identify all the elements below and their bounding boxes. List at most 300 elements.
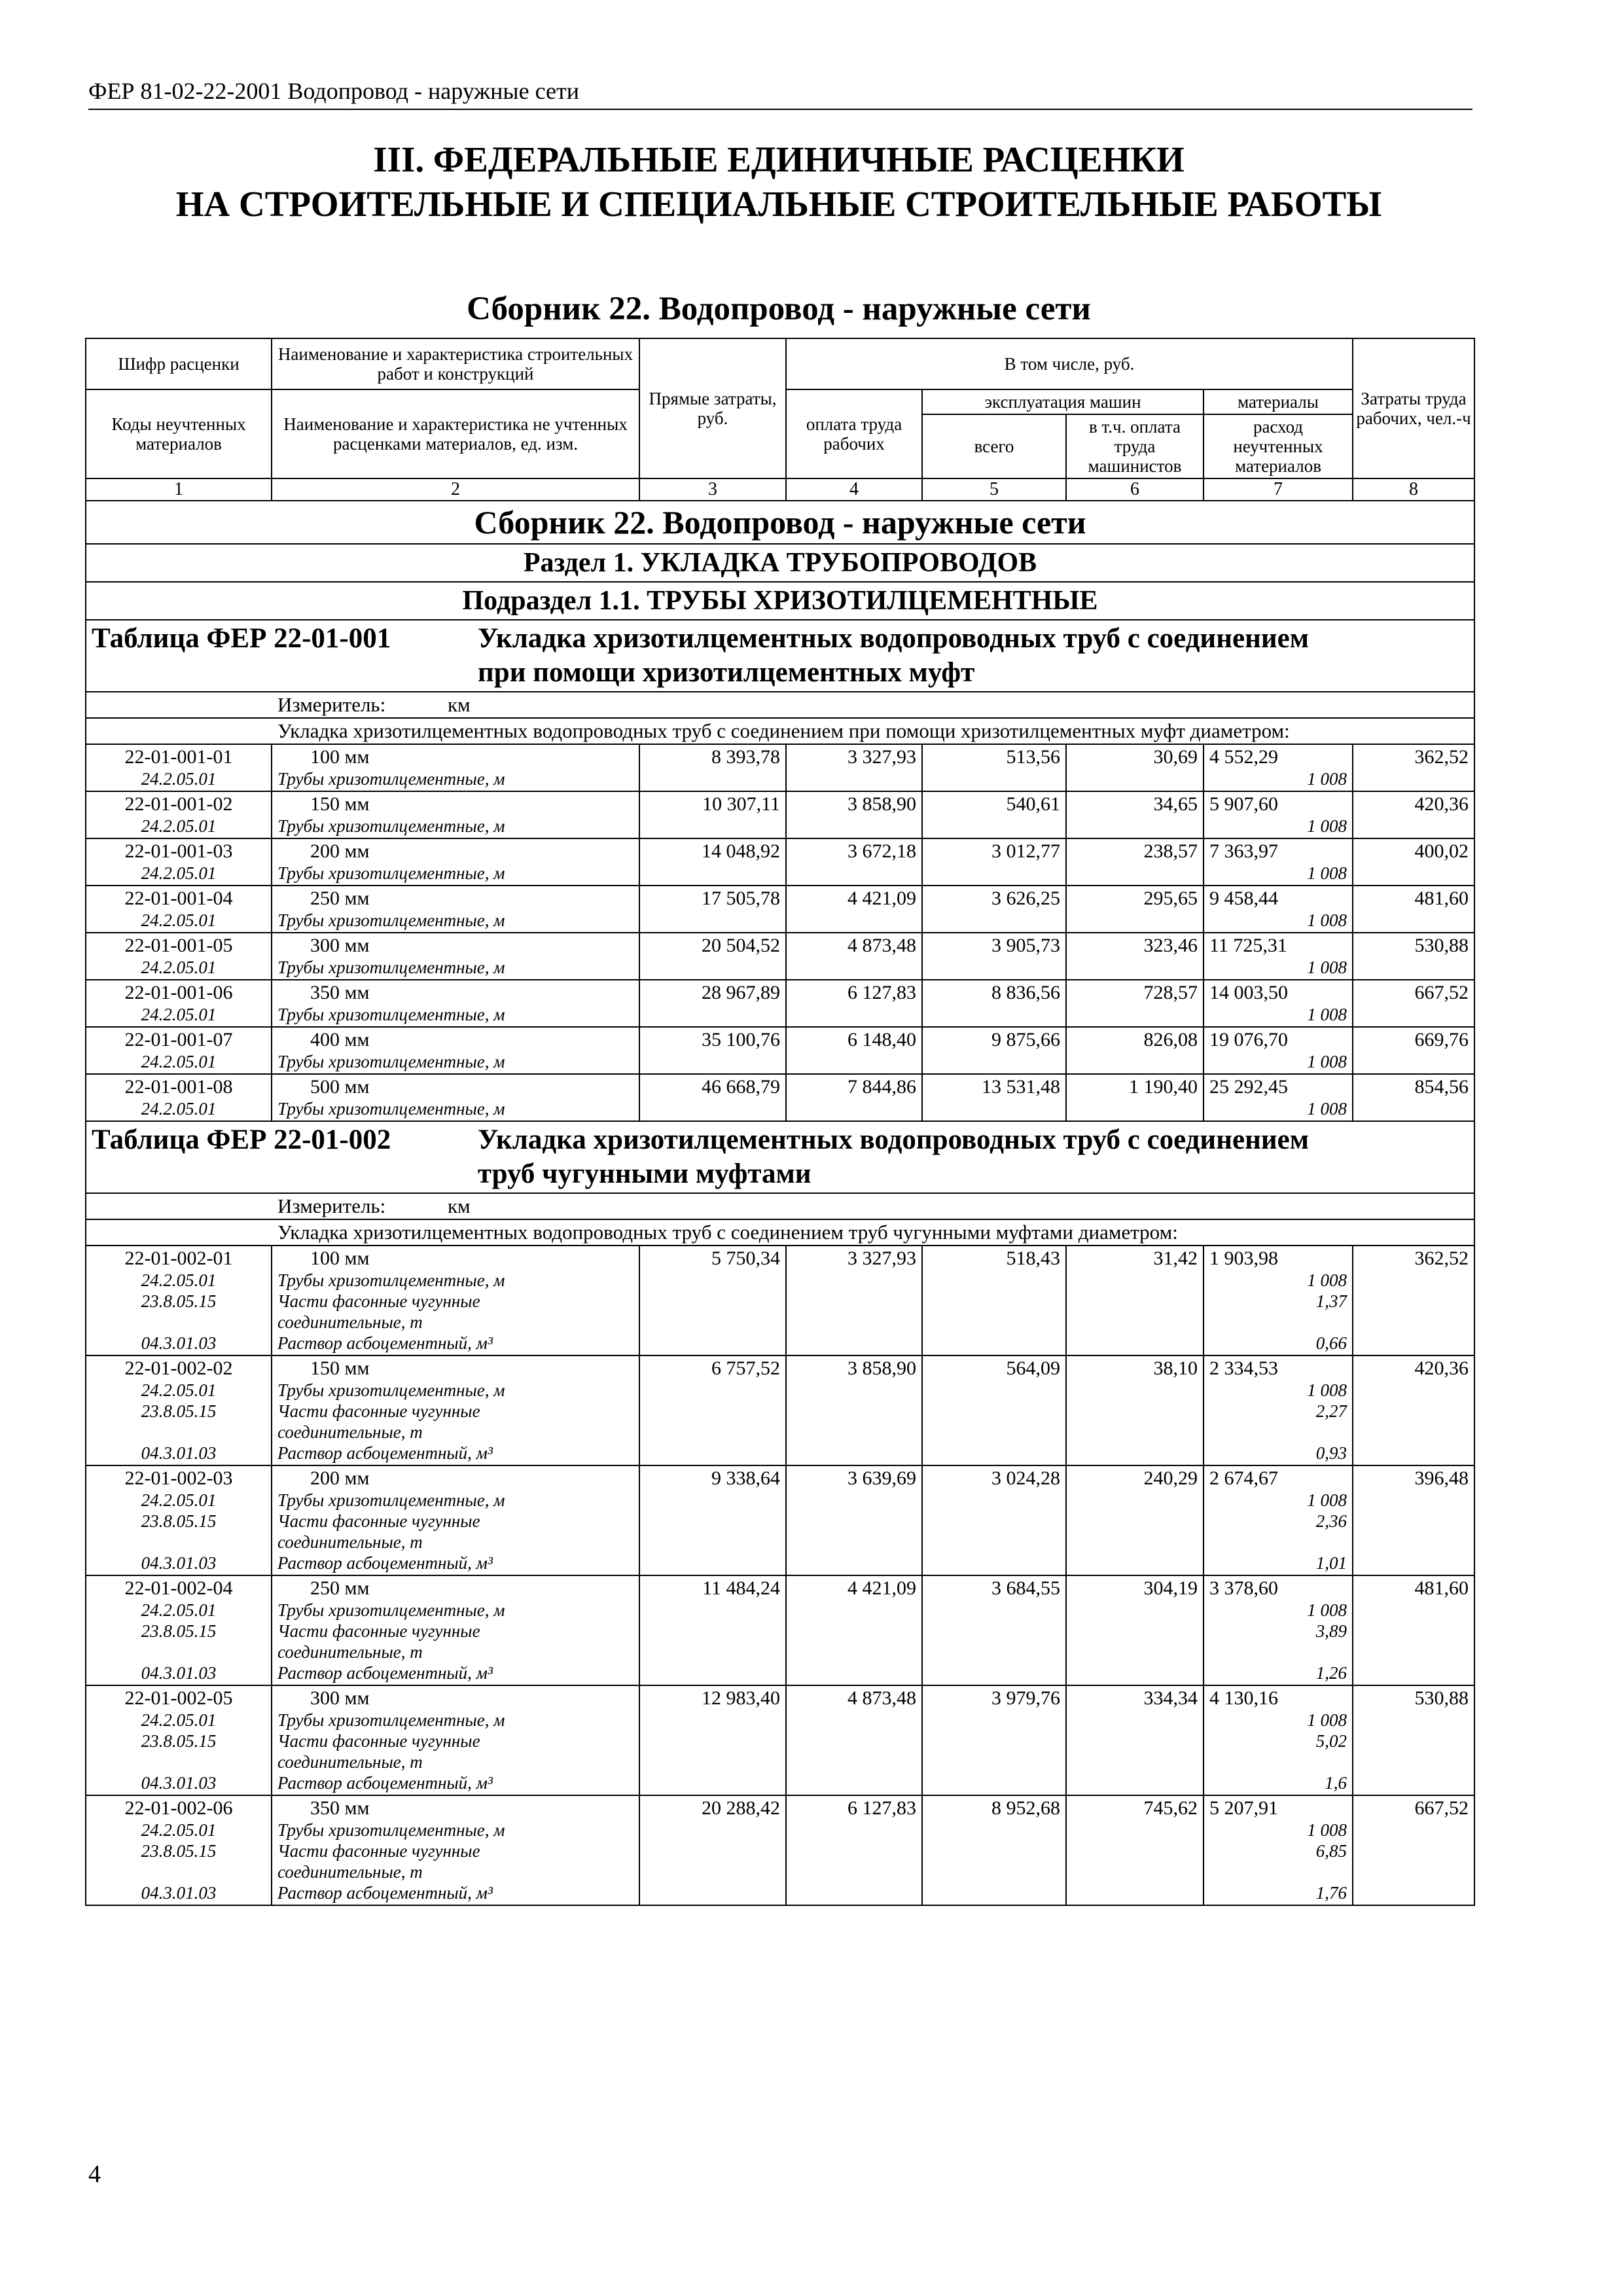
material-name: Части фасонные чугунные <box>277 1841 480 1861</box>
material-code: 24.2.05.01 <box>141 910 217 930</box>
material-code: 23.8.05.15 <box>141 1621 217 1641</box>
meter-value: км <box>448 1194 471 1217</box>
column-number: 3 <box>639 478 786 501</box>
page-number: 4 <box>88 2161 101 2188</box>
machinist-wages: 1 190,40 <box>1066 1074 1204 1121</box>
material-name: Раствор асбоцементный, м³ <box>277 1443 493 1463</box>
code-cell <box>86 933 272 980</box>
column-number: 8 <box>1353 478 1474 501</box>
material-name: соединительные, т <box>277 1642 423 1662</box>
table-row <box>86 838 1474 886</box>
material-name: Раствор асбоцементный, м³ <box>277 1773 493 1793</box>
name-cell <box>272 1355 639 1465</box>
material-code: 23.8.05.15 <box>141 1731 217 1751</box>
material-quantity: 1,01 <box>1315 1553 1347 1573</box>
table-title <box>86 620 1474 692</box>
material-code: 04.3.01.03 <box>141 1333 217 1353</box>
machinist-wages: 30,69 <box>1066 744 1204 791</box>
material-code: 24.2.05.01 <box>141 1600 217 1620</box>
machines-total: 3 905,73 <box>922 933 1066 980</box>
machinist-wages: 38,10 <box>1066 1355 1204 1465</box>
machines-total: 13 531,48 <box>922 1074 1066 1121</box>
table-name-line-1: Укладка хризотилцементных водопроводных труб с соединением <box>478 1124 1309 1155</box>
material-name: соединительные, т <box>277 1532 423 1552</box>
rate-name: 100 мм <box>310 746 370 768</box>
wages: 4 421,09 <box>786 886 922 933</box>
table-name <box>478 1123 1459 1191</box>
column-numbers-row <box>86 478 1474 501</box>
rate-code: 22-01-001-08 <box>124 1076 233 1098</box>
material-name: Трубы хризотилцементные, м <box>277 1820 505 1840</box>
machines-total: 513,56 <box>922 744 1066 791</box>
rate-name: 300 мм <box>310 1687 370 1709</box>
material-quantity: 2,36 <box>1315 1511 1347 1531</box>
direct-costs: 10 307,11 <box>639 791 786 838</box>
table-code: Таблица ФЕР 22-01-002 <box>92 1124 391 1155</box>
machines-total: 3 024,28 <box>922 1465 1066 1575</box>
collection-heading: Сборник 22. Водопровод - наружные сети <box>86 501 1474 544</box>
material-name: Трубы хризотилцементные, м <box>277 816 505 836</box>
name-cell <box>272 1795 639 1905</box>
materials-cell <box>1204 791 1353 838</box>
materials-cell <box>1204 1074 1353 1121</box>
material-code: 04.3.01.03 <box>141 1773 217 1793</box>
main-title-line-1: III. ФЕДЕРАЛЬНЫЕ ЕДИНИЧНЫЕ РАСЦЕНКИ <box>373 139 1185 179</box>
header-materials-consumption: расход неучтенных материалов <box>1204 414 1353 478</box>
table-row <box>86 1465 1474 1575</box>
header-machines-total: всего <box>922 414 1066 478</box>
column-number: 2 <box>272 478 639 501</box>
rate-name: 200 мм <box>310 840 370 862</box>
rate-name: 350 мм <box>310 982 370 1003</box>
table-row <box>86 1074 1474 1121</box>
material-code: 04.3.01.03 <box>141 1663 217 1683</box>
material-quantity: 1 008 <box>1307 910 1347 930</box>
wages: 3 639,69 <box>786 1465 922 1575</box>
machinist-wages: 334,34 <box>1066 1685 1204 1795</box>
main-title <box>85 137 1472 226</box>
table-name-line-1: Укладка хризотилцементных водопроводных труб с соединением <box>478 623 1309 654</box>
material-name: Раствор асбоцементный, м³ <box>277 1333 493 1353</box>
material-name: соединительные, т <box>277 1312 423 1332</box>
labor-costs: 481,60 <box>1353 1575 1474 1685</box>
labor-costs: 530,88 <box>1353 933 1474 980</box>
name-cell <box>272 1027 639 1074</box>
material-quantity: 1 008 <box>1307 863 1347 883</box>
materials-cost: 2 674,67 <box>1209 1467 1278 1489</box>
header-material-names: Наименование и характеристика не учтенных расценками материалов, ед. изм. <box>272 389 639 478</box>
material-name: Трубы хризотилцементные, м <box>277 1099 505 1119</box>
table-code: Таблица ФЕР 22-01-001 <box>92 623 391 654</box>
machines-total: 3 979,76 <box>922 1685 1066 1795</box>
machinist-wages: 34,65 <box>1066 791 1204 838</box>
rate-name: 200 мм <box>310 1467 370 1489</box>
material-name: Раствор асбоцементный, м³ <box>277 1663 493 1683</box>
wages: 3 858,90 <box>786 1355 922 1465</box>
material-quantity: 0,93 <box>1315 1443 1347 1463</box>
material-name: Трубы хризотилцементные, м <box>277 863 505 883</box>
table-row <box>86 744 1474 791</box>
machinist-wages: 238,57 <box>1066 838 1204 886</box>
table-row <box>86 1355 1474 1465</box>
code-cell <box>86 1074 272 1121</box>
machines-total: 3 684,55 <box>922 1575 1066 1685</box>
header-including: В том числе, руб. <box>786 338 1353 389</box>
code-cell <box>86 1027 272 1074</box>
material-name: Трубы хризотилцементные, м <box>277 1380 505 1400</box>
column-number: 5 <box>922 478 1066 501</box>
code-cell <box>86 886 272 933</box>
direct-costs: 20 288,42 <box>639 1795 786 1905</box>
machinist-wages: 304,19 <box>1066 1575 1204 1685</box>
rate-code: 22-01-001-02 <box>124 793 233 815</box>
rate-code: 22-01-001-06 <box>124 982 233 1003</box>
wages: 3 672,18 <box>786 838 922 886</box>
name-cell <box>272 791 639 838</box>
machinist-wages: 31,42 <box>1066 1246 1204 1355</box>
material-quantity: 1 008 <box>1307 1099 1347 1119</box>
machinist-wages: 826,08 <box>1066 1027 1204 1074</box>
materials-cell <box>1204 1027 1353 1074</box>
material-name: Раствор асбоцементный, м³ <box>277 1883 493 1903</box>
name-cell <box>272 1074 639 1121</box>
meter-label: Измеритель: <box>277 1194 386 1217</box>
column-number: 4 <box>786 478 922 501</box>
labor-costs: 667,52 <box>1353 980 1474 1027</box>
direct-costs: 11 484,24 <box>639 1575 786 1685</box>
materials-cell <box>1204 1465 1353 1575</box>
direct-costs: 6 757,52 <box>639 1355 786 1465</box>
name-cell <box>272 980 639 1027</box>
rate-name: 100 мм <box>310 1247 370 1269</box>
rate-code: 22-01-001-05 <box>124 935 233 956</box>
rate-code: 22-01-001-01 <box>124 746 233 768</box>
material-name: Раствор асбоцементный, м³ <box>277 1553 493 1573</box>
material-quantity: 1,26 <box>1315 1663 1347 1683</box>
materials-cell <box>1204 1685 1353 1795</box>
table-row <box>86 1685 1474 1795</box>
name-cell <box>272 933 639 980</box>
labor-costs: 854,56 <box>1353 1074 1474 1121</box>
material-quantity: 1,37 <box>1315 1291 1347 1311</box>
machinist-wages: 240,29 <box>1066 1465 1204 1575</box>
materials-cell <box>1204 1575 1353 1685</box>
material-code: 24.2.05.01 <box>141 1820 217 1840</box>
code-cell <box>86 1246 272 1355</box>
labor-costs: 667,52 <box>1353 1795 1474 1905</box>
wages: 4 421,09 <box>786 1575 922 1685</box>
table-row <box>86 933 1474 980</box>
materials-cost: 1 903,98 <box>1209 1247 1278 1269</box>
machinist-wages: 295,65 <box>1066 886 1204 933</box>
direct-costs: 20 504,52 <box>639 933 786 980</box>
material-name: Трубы хризотилцементные, м <box>277 1270 505 1290</box>
material-code: 24.2.05.01 <box>141 1270 217 1290</box>
material-name: Трубы хризотилцементные, м <box>277 1005 505 1024</box>
machines-total: 9 875,66 <box>922 1027 1066 1074</box>
material-name: Трубы хризотилцементные, м <box>277 1490 505 1510</box>
material-name: Трубы хризотилцементные, м <box>277 1710 505 1730</box>
materials-cell <box>1204 1355 1353 1465</box>
machines-total: 3 012,77 <box>922 838 1066 886</box>
material-name: Части фасонные чугунные <box>277 1401 480 1421</box>
name-cell <box>272 1465 639 1575</box>
material-quantity: 0,66 <box>1315 1333 1347 1353</box>
material-quantity: 1 008 <box>1307 1490 1347 1510</box>
direct-costs: 14 048,92 <box>639 838 786 886</box>
meter-label: Измеритель: <box>277 693 386 716</box>
materials-cost: 5 207,91 <box>1209 1797 1278 1819</box>
material-quantity: 1 008 <box>1307 1270 1347 1290</box>
rate-code: 22-01-002-04 <box>124 1577 233 1599</box>
rate-code: 22-01-002-01 <box>124 1247 233 1269</box>
name-cell <box>272 744 639 791</box>
header-materials: материалы <box>1204 389 1353 414</box>
material-code: 24.2.05.01 <box>141 958 217 977</box>
material-code: 04.3.01.03 <box>141 1443 217 1463</box>
rate-name: 500 мм <box>310 1076 370 1098</box>
code-cell <box>86 838 272 886</box>
wages: 6 127,83 <box>786 980 922 1027</box>
wages: 3 858,90 <box>786 791 922 838</box>
material-quantity: 1 008 <box>1307 1710 1347 1730</box>
table-row <box>86 1575 1474 1685</box>
material-name: Трубы хризотилцементные, м <box>277 1600 505 1620</box>
meter-row <box>86 1193 1474 1219</box>
machines-total: 8 952,68 <box>922 1795 1066 1905</box>
running-header: ФЕР 81-02-22-2001 Водопровод - наружные сети <box>88 77 1472 110</box>
material-name: Части фасонные чугунные <box>277 1621 480 1641</box>
labor-costs: 400,02 <box>1353 838 1474 886</box>
rate-code: 22-01-001-04 <box>124 888 233 909</box>
materials-cost: 3 378,60 <box>1209 1577 1278 1599</box>
material-quantity: 1 008 <box>1307 958 1347 977</box>
header-labor: Затраты труда рабочих, чел.-ч <box>1353 338 1474 478</box>
header-material-codes: Коды неучтенных материалов <box>86 389 272 478</box>
material-quantity: 1 008 <box>1307 769 1347 789</box>
material-code: 24.2.05.01 <box>141 1099 217 1119</box>
material-quantity: 1 008 <box>1307 816 1347 836</box>
header-code: Шифр расценки <box>86 338 272 389</box>
labor-costs: 669,76 <box>1353 1027 1474 1074</box>
code-cell <box>86 1685 272 1795</box>
labor-costs: 530,88 <box>1353 1685 1474 1795</box>
materials-cell <box>1204 744 1353 791</box>
code-cell <box>86 1575 272 1685</box>
direct-costs: 46 668,79 <box>639 1074 786 1121</box>
name-cell <box>272 1685 639 1795</box>
code-cell <box>86 1355 272 1465</box>
direct-costs: 35 100,76 <box>639 1027 786 1074</box>
direct-costs: 8 393,78 <box>639 744 786 791</box>
material-quantity: 1,6 <box>1325 1773 1347 1793</box>
material-code: 24.2.05.01 <box>141 1052 217 1071</box>
wages: 6 148,40 <box>786 1027 922 1074</box>
rate-code: 22-01-002-03 <box>124 1467 233 1489</box>
meter-value: км <box>448 693 471 716</box>
material-quantity: 1,76 <box>1315 1883 1347 1903</box>
material-code: 04.3.01.03 <box>141 1883 217 1903</box>
direct-costs: 12 983,40 <box>639 1685 786 1795</box>
rate-name: 150 мм <box>310 1357 370 1379</box>
table-name-line-2: труб чугунными муфтами <box>478 1158 812 1189</box>
labor-costs: 396,48 <box>1353 1465 1474 1575</box>
direct-costs: 28 967,89 <box>639 980 786 1027</box>
rate-code: 22-01-001-07 <box>124 1029 233 1050</box>
material-code: 23.8.05.15 <box>141 1841 217 1861</box>
machinist-wages: 745,62 <box>1066 1795 1204 1905</box>
labor-costs: 420,36 <box>1353 1355 1474 1465</box>
header-direct-costs: Прямые затраты, руб. <box>639 338 786 478</box>
materials-cost: 25 292,45 <box>1209 1076 1288 1098</box>
table-description: Укладка хризотилцементных водопроводных труб с соединением при помощи хризотилцементных муфт диаметром: <box>86 718 1474 744</box>
labor-costs: 481,60 <box>1353 886 1474 933</box>
material-name: соединительные, т <box>277 1752 423 1772</box>
labor-costs: 362,52 <box>1353 744 1474 791</box>
header-machinist-wages: в т.ч. оплата труда машинистов <box>1066 414 1204 478</box>
materials-cell <box>1204 838 1353 886</box>
rate-code: 22-01-001-03 <box>124 840 233 862</box>
machinist-wages: 728,57 <box>1066 980 1204 1027</box>
code-cell <box>86 980 272 1027</box>
header-wages: оплата труда рабочих <box>786 389 922 478</box>
material-code: 24.2.05.01 <box>141 863 217 883</box>
direct-costs: 9 338,64 <box>639 1465 786 1575</box>
section-heading: Раздел 1. УКЛАДКА ТРУБОПРОВОДОВ <box>86 544 1474 582</box>
material-name: Трубы хризотилцементные, м <box>277 958 505 977</box>
labor-costs: 362,52 <box>1353 1246 1474 1355</box>
collection-title: Сборник 22. Водопровод - наружные сети <box>467 291 1091 327</box>
rate-name: 400 мм <box>310 1029 370 1050</box>
materials-cost: 19 076,70 <box>1209 1029 1288 1050</box>
materials-cost: 4 552,29 <box>1209 746 1278 768</box>
material-quantity: 3,89 <box>1315 1621 1347 1641</box>
materials-cost: 9 458,44 <box>1209 888 1278 909</box>
material-quantity: 5,02 <box>1315 1731 1347 1751</box>
name-cell <box>272 838 639 886</box>
material-name: Части фасонные чугунные <box>277 1511 480 1531</box>
code-cell <box>86 1465 272 1575</box>
table-row <box>86 1795 1474 1905</box>
table-row <box>86 791 1474 838</box>
materials-cost: 5 907,60 <box>1209 793 1278 815</box>
material-name: соединительные, т <box>277 1862 423 1882</box>
table-row <box>86 980 1474 1027</box>
meter-row <box>86 692 1474 718</box>
table-row <box>86 1246 1474 1355</box>
direct-costs: 5 750,34 <box>639 1246 786 1355</box>
name-cell <box>272 1246 639 1355</box>
material-quantity: 2,27 <box>1315 1401 1347 1421</box>
column-number: 1 <box>86 478 272 501</box>
machines-total: 564,09 <box>922 1355 1066 1465</box>
material-quantity: 1 008 <box>1307 1380 1347 1400</box>
material-quantity: 6,85 <box>1315 1841 1347 1861</box>
rate-code: 22-01-002-05 <box>124 1687 233 1709</box>
wages: 7 844,86 <box>786 1074 922 1121</box>
column-number: 6 <box>1066 478 1204 501</box>
price-table <box>85 338 1475 1906</box>
materials-cell <box>1204 980 1353 1027</box>
materials-cost: 7 363,97 <box>1209 840 1278 862</box>
name-cell <box>272 886 639 933</box>
rate-code: 22-01-002-06 <box>124 1797 233 1819</box>
material-name: Трубы хризотилцементные, м <box>277 910 505 930</box>
material-name: Трубы хризотилцементные, м <box>277 769 505 789</box>
header-name: Наименование и характеристика строительных работ и конструкций <box>272 338 639 389</box>
material-quantity: 1 008 <box>1307 1052 1347 1071</box>
material-quantity: 1 008 <box>1307 1005 1347 1024</box>
material-code: 24.2.05.01 <box>141 1005 217 1024</box>
wages: 4 873,48 <box>786 933 922 980</box>
material-code: 24.2.05.01 <box>141 1710 217 1730</box>
material-code: 23.8.05.15 <box>141 1511 217 1531</box>
subsection-heading: Подраздел 1.1. ТРУБЫ ХРИЗОТИЛЦЕМЕНТНЫЕ <box>86 582 1474 620</box>
column-number: 7 <box>1204 478 1353 501</box>
machines-total: 518,43 <box>922 1246 1066 1355</box>
rate-code: 22-01-002-02 <box>124 1357 233 1379</box>
material-name: Трубы хризотилцементные, м <box>277 1052 505 1071</box>
table-name-line-2: при помощи хризотилцементных муфт <box>478 657 975 688</box>
material-code: 24.2.05.01 <box>141 769 217 789</box>
machines-total: 540,61 <box>922 791 1066 838</box>
materials-cell <box>1204 1795 1353 1905</box>
wages: 4 873,48 <box>786 1685 922 1795</box>
wages: 6 127,83 <box>786 1795 922 1905</box>
material-code: 04.3.01.03 <box>141 1553 217 1573</box>
materials-cell <box>1204 886 1353 933</box>
materials-cost: 4 130,16 <box>1209 1687 1278 1709</box>
material-code: 24.2.05.01 <box>141 816 217 836</box>
code-cell <box>86 744 272 791</box>
header-machines: эксплуатация машин <box>922 389 1204 414</box>
code-cell <box>86 1795 272 1905</box>
wages: 3 327,93 <box>786 744 922 791</box>
material-name: Части фасонные чугунные <box>277 1731 480 1751</box>
material-code: 24.2.05.01 <box>141 1380 217 1400</box>
material-code: 24.2.05.01 <box>141 1490 217 1510</box>
machinist-wages: 323,46 <box>1066 933 1204 980</box>
table-row <box>86 886 1474 933</box>
material-quantity: 1 008 <box>1307 1600 1347 1620</box>
machines-total: 8 836,56 <box>922 980 1066 1027</box>
material-quantity: 1 008 <box>1307 1820 1347 1840</box>
table-name <box>478 622 1459 690</box>
material-name: Части фасонные чугунные <box>277 1291 480 1311</box>
rate-name: 350 мм <box>310 1797 370 1819</box>
labor-costs: 420,36 <box>1353 791 1474 838</box>
materials-cost: 14 003,50 <box>1209 982 1288 1003</box>
rate-name: 150 мм <box>310 793 370 815</box>
code-cell <box>86 791 272 838</box>
rate-name: 250 мм <box>310 1577 370 1599</box>
material-code: 23.8.05.15 <box>141 1401 217 1421</box>
wages: 3 327,93 <box>786 1246 922 1355</box>
name-cell <box>272 1575 639 1685</box>
machines-total: 3 626,25 <box>922 886 1066 933</box>
materials-cost: 2 334,53 <box>1209 1357 1278 1379</box>
table-description: Укладка хризотилцементных водопроводных труб с соединением труб чугунными муфтами диаметром: <box>86 1219 1474 1246</box>
direct-costs: 17 505,78 <box>639 886 786 933</box>
table-row <box>86 1027 1474 1074</box>
rate-name: 300 мм <box>310 935 370 956</box>
main-title-line-2: НА СТРОИТЕЛЬНЫЕ И СПЕЦИАЛЬНЫЕ СТРОИТЕЛЬНЫЕ РАБОТЫ <box>175 184 1382 224</box>
materials-cell <box>1204 933 1353 980</box>
material-name: соединительные, т <box>277 1422 423 1442</box>
materials-cost: 11 725,31 <box>1209 935 1287 956</box>
rate-name: 250 мм <box>310 888 370 909</box>
table-title <box>86 1121 1474 1193</box>
